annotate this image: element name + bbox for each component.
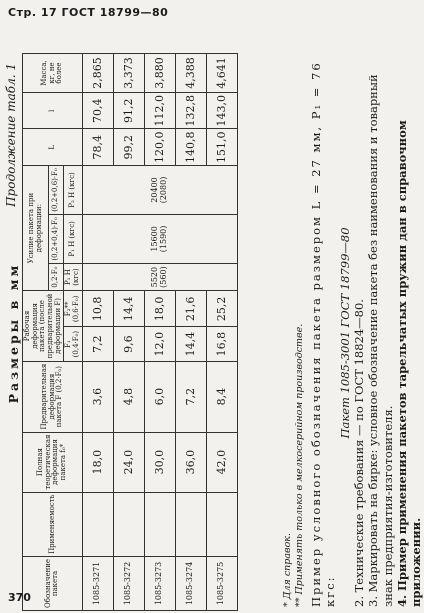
cell-limit: 4,8	[113, 361, 144, 432]
table-title: Размеры в мм	[6, 262, 21, 404]
cell-w1: 14,4	[175, 327, 206, 361]
cell-limit: 8,4	[206, 361, 237, 432]
cell-p0: 5520 (560)	[82, 263, 237, 290]
cell-designation: 1085-3275	[206, 556, 237, 610]
footnote-1: * Для справок.	[282, 533, 293, 607]
cell-w2: 25,2	[206, 291, 237, 327]
cell-L: 99,2	[113, 129, 144, 166]
col-working-deformation: Рабочая деформация пакета (после предварительной деформации F)	[23, 291, 64, 361]
cell-w2: 14,4	[113, 291, 144, 327]
cell-w1: 9,6	[113, 327, 144, 361]
col-force-2: (0,2+0,4)·F₀	[49, 214, 64, 263]
cell-L: 140,8	[175, 129, 206, 166]
cell-mass: 2,865	[82, 54, 113, 93]
cell-designation: 1085-3273	[144, 556, 175, 610]
cell-l: 91,2	[113, 93, 144, 130]
cell-w2: 21,6	[175, 291, 206, 327]
col-force-1: 0,2·F₀	[49, 263, 64, 290]
note-3: 3. Маркировать на бирке: условное обозначение пакета без наименования и товарный знак предприятия-изготовителя.	[366, 74, 395, 607]
col-applicability: Применяемость	[23, 492, 83, 556]
cell-L: 78,4	[82, 129, 113, 166]
cell-l: 70,4	[82, 93, 113, 130]
rotated-content	[0, 53, 424, 613]
cell-l: 132,8	[175, 93, 206, 130]
package-designation: Пакет 1085-3001 ГОСТ 18799—80	[337, 227, 352, 439]
footnote-2: ** Применять только в мелкосерийном производстве.	[293, 323, 305, 607]
cell-applicability	[206, 492, 237, 556]
table-row	[82, 54, 113, 611]
col-p0: P₁ Н (кгс)	[64, 263, 82, 290]
continuation-note: Продолжение табл. 1	[4, 63, 18, 207]
col-full-deformation: Полная теоретическая деформация пакета f₀*	[23, 432, 83, 492]
cell-l: 112,0	[144, 93, 175, 130]
cell-p2: 20400 (2080)	[82, 166, 237, 215]
col-force-3: (0,2+0,6)·F₀	[49, 166, 64, 215]
cell-w2: 18,0	[144, 291, 175, 327]
cell-designation: 1085-3271	[82, 556, 113, 610]
cell-mass: 3,880	[144, 54, 175, 93]
table-row	[144, 54, 175, 611]
cell-L: 151,0	[206, 129, 237, 166]
cell-p1: 15600 (1590)	[82, 214, 237, 263]
col-w2: F₂** (0,6·F₀)	[64, 291, 82, 327]
cell-full: 30,0	[144, 432, 175, 492]
col-l: l	[23, 93, 83, 130]
cell-w1: 12,0	[144, 327, 175, 361]
cell-w2: 10,8	[82, 291, 113, 327]
cell-mass: 4,388	[175, 54, 206, 93]
col-mass: Масса, кг, не более	[23, 54, 83, 93]
cell-w1: 16,8	[206, 327, 237, 361]
table-row	[206, 54, 237, 611]
notes-block	[282, 59, 424, 607]
table-row	[175, 54, 206, 611]
col-p2: P₂ Н (кгс)	[64, 166, 82, 215]
cell-full: 42,0	[206, 432, 237, 492]
col-w1: F₁ (0,4·F₀)	[64, 327, 82, 361]
col-designation: Обозначение пакета	[23, 556, 83, 610]
col-p1: P₁ Н (кгс)	[64, 214, 82, 263]
cell-applicability	[144, 492, 175, 556]
page-header: Стр. 17 ГОСТ 18799—80	[8, 6, 169, 19]
cell-full: 24,0	[113, 432, 144, 492]
cell-applicability	[113, 492, 144, 556]
cell-designation: 1085-3274	[175, 556, 206, 610]
table-row	[113, 54, 144, 611]
col-limit-deformation: Предварительная деформация пакета F (0,2·F₀)	[23, 361, 83, 432]
cell-limit: 6,0	[144, 361, 175, 432]
example-text: Пример условного обозначения пакета размером L = 27 мм, P₁ = 76 кгс:	[308, 61, 338, 607]
note-2: 2. Технические требования — по ГОСТ 18824—80.	[351, 299, 366, 607]
cell-mass: 3,373	[113, 54, 144, 93]
cell-full: 18,0	[82, 432, 113, 492]
page-number: 370	[8, 591, 31, 604]
cell-applicability	[175, 492, 206, 556]
cell-designation: 1085-3272	[113, 556, 144, 610]
cell-limit: 3,6	[82, 361, 113, 432]
dimensions-table	[22, 53, 238, 611]
cell-w1: 7,2	[82, 327, 113, 361]
col-force: Усилие пакета при деформации:	[23, 166, 49, 291]
cell-applicability	[82, 492, 113, 556]
note-4: 4. Пример применения пакетов тарельчатых пружин дан в справочном приложении.	[395, 120, 424, 607]
cell-mass: 4,641	[206, 54, 237, 93]
cell-L: 120,0	[144, 129, 175, 166]
cell-limit: 7,2	[175, 361, 206, 432]
cell-full: 36,0	[175, 432, 206, 492]
col-L: L	[23, 129, 83, 166]
cell-l: 143,0	[206, 93, 237, 130]
